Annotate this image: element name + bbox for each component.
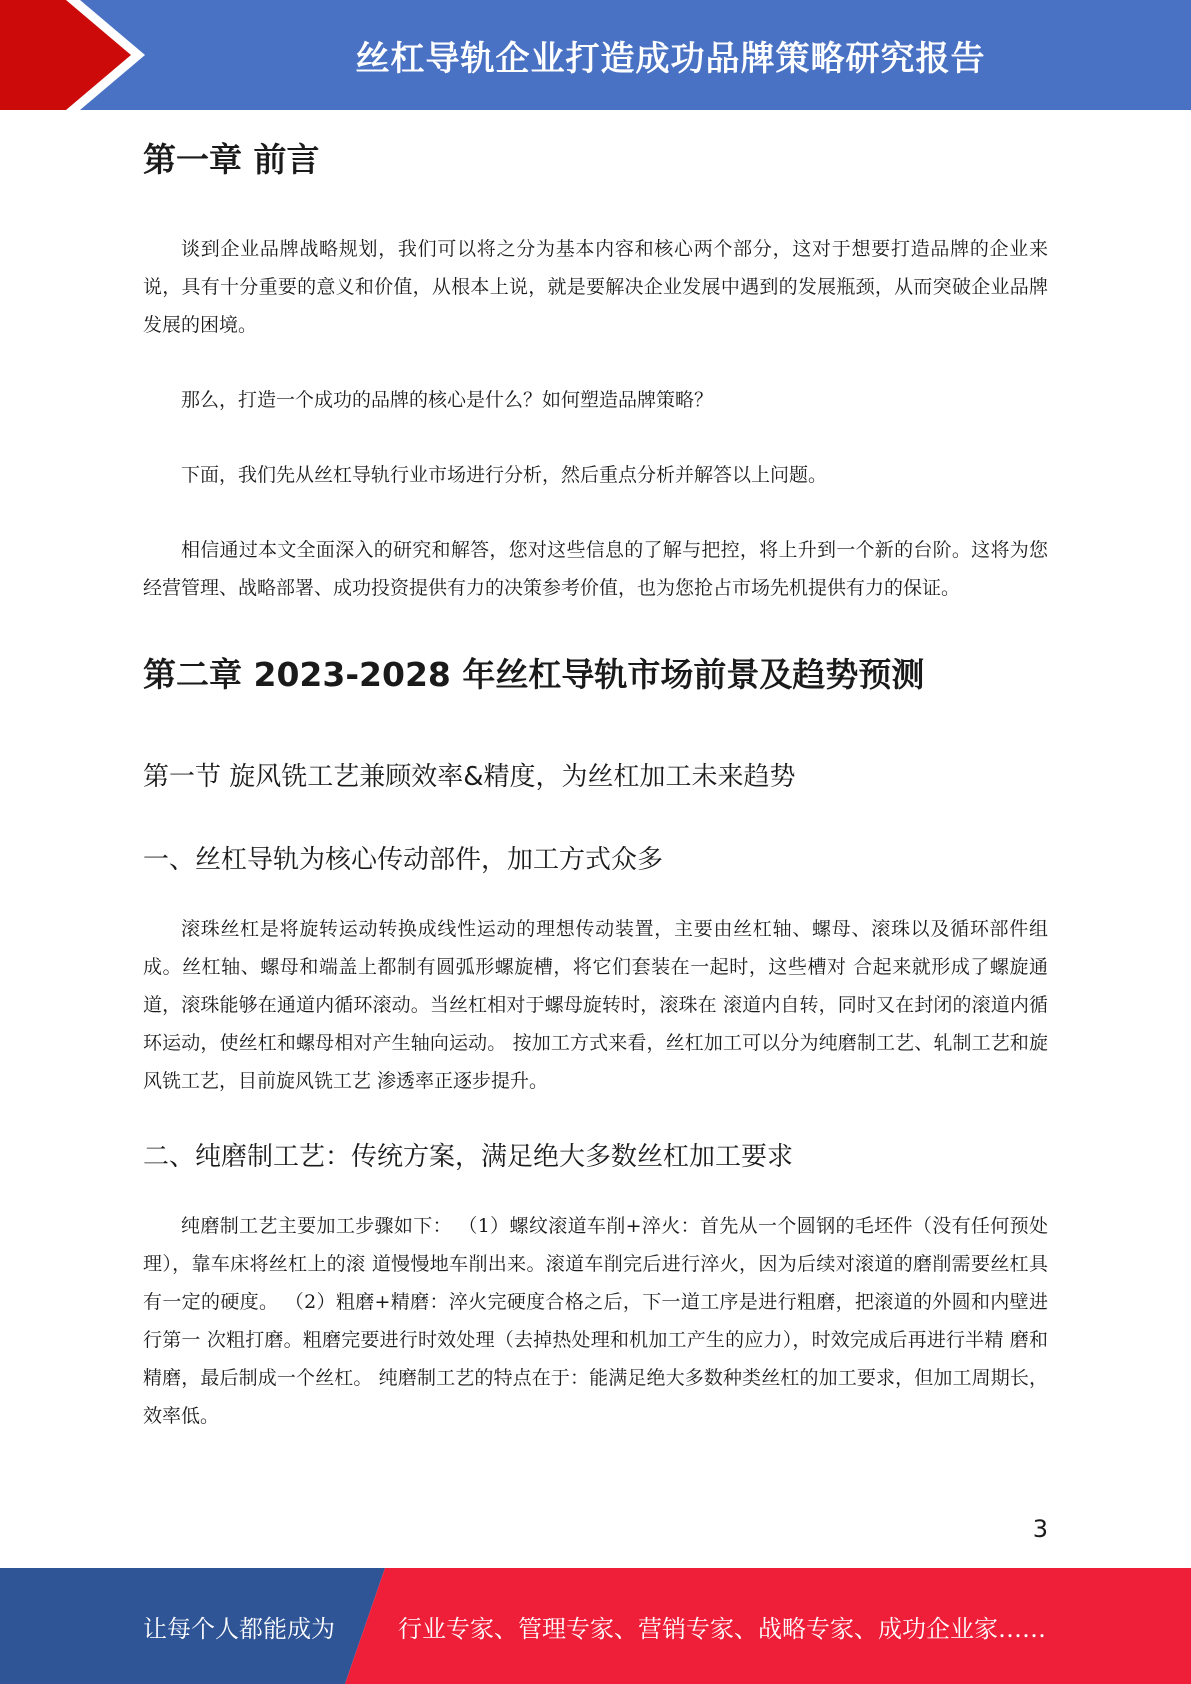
red-arrow-decoration <box>0 0 160 110</box>
page-number: 3 <box>1032 1515 1048 1543</box>
subsection2-title: 二、纯磨制工艺：传统方案，满足绝大多数丝杠加工要求 <box>143 1142 794 1172</box>
section1-title: 第一节 旋风铣工艺兼顾效率&精度，为丝杠加工未来趋势 <box>143 762 796 792</box>
footer-slogan-right: 行业专家、管理专家、营销专家、战略专家、成功企业家…… <box>398 1614 1046 1643</box>
chapter1-paragraph: 下面，我们先从丝杠导轨行业市场进行分析，然后重点分析并解答以上问题。 <box>181 464 828 486</box>
subsection2-paragraph: 纯磨制工艺主要加工步骤如下： （1）螺纹滚道车削+淬火：首先从一个圆钢的毛坯件（没有任何预处理），靠车床将丝杠上的滚 道慢慢地车削出来。滚道车削完后进行淬火，因为后续对滚道的磨削需要丝杠具有一定的硬度。 （2）粗磨+精磨：淬火完硬度合格之后，下一道工序是进行粗磨，把滚道的外圆和内壁进行第一 次粗打磨。粗磨完要进行时效处理（去掉热处理和机加工产生的应力），时效完成后再进行半精 磨和精磨，最后制成一个丝杠。 纯磨制工艺的特点在于：能满足绝大多数种类丝杠的加工要求，但加工周期长，效率低。 <box>143 1215 1048 1427</box>
subsection1-paragraph: 滚珠丝杠是将旋转运动转换成线性运动的理想传动装置，主要由丝杠轴、螺母、滚珠以及循环部件组成。丝杠轴、螺母和端盖上都制有圆弧形螺旋槽，将它们套装在一起时，这些槽对 合起来就形成了螺旋通道，滚珠能够在通道内循环滚动。当丝杠相对于螺母旋转时，滚珠在 滚道内自转，同时又在封闭的滚道内循环运动，使丝杠和螺母相对产生轴向运动。 按加工方式来看，丝杠加工可以分为纯磨制工艺、轧制工艺和旋风铣工艺，目前旋风铣工艺 渗透率正逐步提升。 <box>143 918 1048 1092</box>
chapter1-paragraph: 相信通过本文全面深入的研究和解答，您对这些信息的了解与把控，将上升到一个新的台阶。这将为您经营管理、战略部署、成功投资提供有力的决策参考价值，也为您抢占市场先机提供有力的保证。 <box>143 539 1048 599</box>
page-content <box>143 130 1048 1472</box>
chapter1-paragraph: 谈到企业品牌战略规划，我们可以将之分为基本内容和核心两个部分，这对于想要打造品牌的企业来说，具有十分重要的意义和价值，从根本上说，就是要解决企业发展中遇到的发展瓶颈，从而突破企业品牌发展的困境。 <box>143 238 1048 336</box>
page-footer <box>0 1568 1191 1684</box>
chapter1-paragraph: 那么，打造一个成功的品牌的核心是什么？如何塑造品牌策略？ <box>181 389 714 411</box>
page-header <box>0 0 1191 110</box>
subsection1-title: 一、丝杠导轨为核心传动部件，加工方式众多 <box>143 845 664 875</box>
chapter2-title: 第二章 2023-2028 年丝杠导轨市场前景及趋势预测 <box>143 655 925 694</box>
footer-slogan-left: 让每个人都能成为 <box>143 1614 335 1643</box>
document-title: 丝杠导轨企业打造成功品牌策略研究报告 <box>355 38 986 79</box>
chapter1-title: 第一章 前言 <box>143 140 320 179</box>
